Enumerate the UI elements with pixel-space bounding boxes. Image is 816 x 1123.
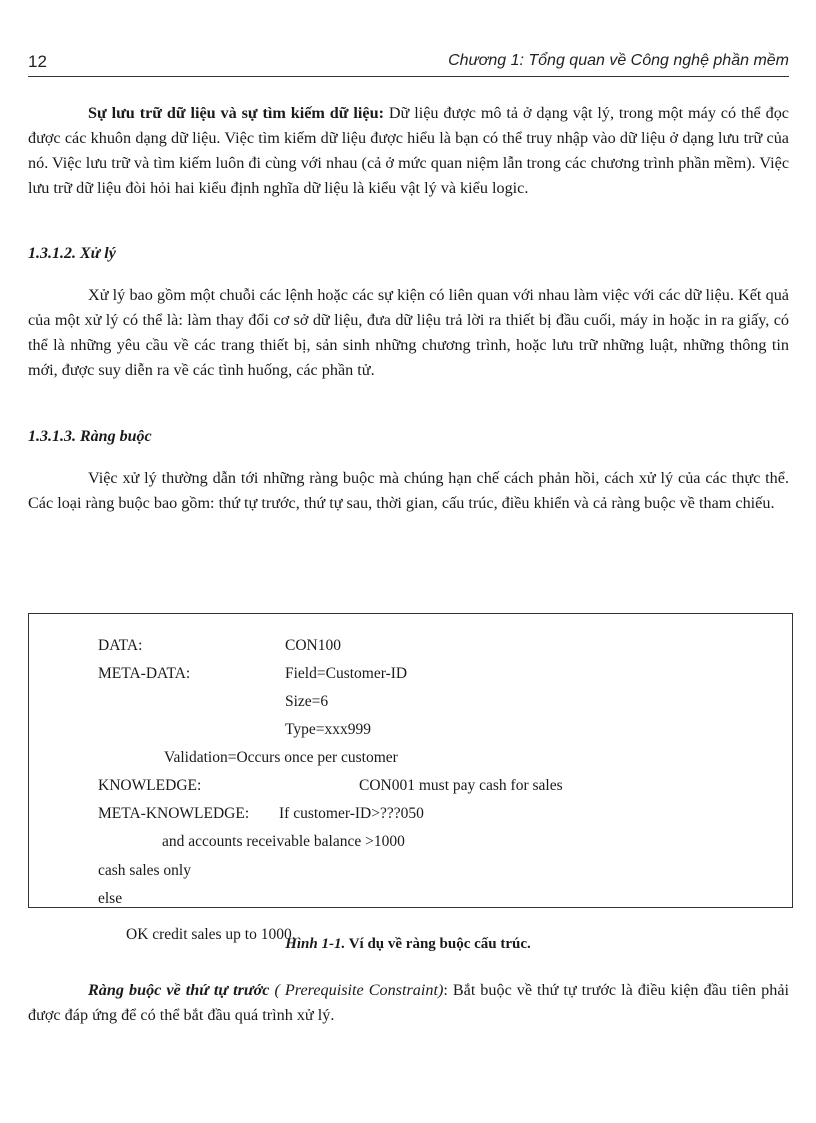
knowledge-value: CON001 must pay cash for sales [359, 777, 563, 794]
figure-box [28, 613, 793, 943]
page-header [28, 50, 789, 76]
storage-body: Dữ liệu được mô tả ở dạng vật lý, trong một máy có thể đọc được các khuôn dạng dữ liệu. Việc tìm kiếm dữ liệu được hiểu là bạn có thể truy nhập vào dữ liệu ở dạng lưu trữ của nó. Việc lưu trữ và tìm kiếm luôn đi cùng với nhau (cả ở mức quan niệm lẫn trong các chương trình phần mềm). Việc lưu trữ dữ liệu đòi hỏi hai kiểu định nghĩa dữ liệu là kiểu vật lý và kiểu logic. [28, 104, 789, 197]
meta-size: Size=6 [285, 693, 329, 710]
constraint-heading: 1.3.1.3. Ràng buộc [28, 428, 152, 445]
figure-caption [0, 936, 816, 953]
meta-field: Field=Customer-ID [285, 665, 408, 682]
prerequisite-term: Ràng buộc về thứ tự trước [88, 981, 270, 999]
meta-knowledge-label: META-KNOWLEDGE: [98, 805, 250, 822]
validation-line: Validation=Occurs once per customer [164, 749, 398, 766]
ok-credit-line: OK credit sales up to 1000. [126, 926, 296, 943]
data-value: CON100 [285, 637, 341, 654]
storage-lead: Sự lưu trữ dữ liệu và sự tìm kiếm dữ liệu: [88, 104, 384, 122]
prerequisite-english: Prerequisite Constraint [284, 981, 438, 999]
processing-paragraph: Xử lý bao gồm một chuỗi các lệnh hoặc các sự kiện có liên quan với nhau làm việc với các dữ liệu. Kết quả của một xử lý có thể là: làm thay đổi cơ sở dữ liệu, đưa dữ liệu trả lời ra thiết bị đầu cuối, máy in hoặc in ra giấy, có thể là những yêu cầu về các trang thiết bị, sản sinh những chương trình, hoặc lưu trữ những luật, những thông tin mới, được suy diễn ra về các tình huống, các phần tử. [28, 286, 789, 379]
processing-heading: 1.3.1.2. Xử lý [28, 245, 116, 262]
constraint-paragraph: Việc xử lý thường dẫn tới những ràng buộc mà chúng hạn chế cách phản hồi, cách xử lý của các thực thể. Các loại ràng buộc bao gồm: thứ tự trước, thứ tự sau, thời gian, cấu trúc, điều khiển và cả ràng buộc về tham chiếu. [28, 469, 789, 512]
accounts-condition: and accounts receivable balance >1000 [162, 833, 405, 850]
meta-knowledge-value: If customer-ID>???050 [279, 805, 424, 822]
knowledge-label: KNOWLEDGE: [98, 777, 202, 794]
caption-text: Ví dụ về ràng buộc cấu trúc. [345, 936, 531, 952]
cash-sales-line: cash sales only [98, 862, 191, 879]
prerequisite-body: : Bắt buộc về thứ tự trước là điều kiện đầu tiên phải được đáp ứng để có thể bắt đầu quá trình xử lý. [28, 981, 789, 1024]
meta-data-label: META-DATA: [98, 665, 191, 682]
prerequisite-open: ( [269, 981, 285, 999]
running-title: Chương 1: Tổng quan về Công nghệ phần mềm [448, 52, 789, 69]
storage-paragraph [28, 101, 789, 201]
caption-label: Hình 1-1. [285, 936, 346, 952]
else-line: else [98, 890, 123, 907]
page-number: 12 [28, 52, 47, 71]
meta-type: Type=xxx999 [285, 721, 372, 738]
header-rule [28, 76, 789, 77]
prerequisite-close: ) [437, 981, 444, 999]
prerequisite-paragraph [28, 978, 789, 1028]
data-label: DATA: [98, 637, 143, 654]
